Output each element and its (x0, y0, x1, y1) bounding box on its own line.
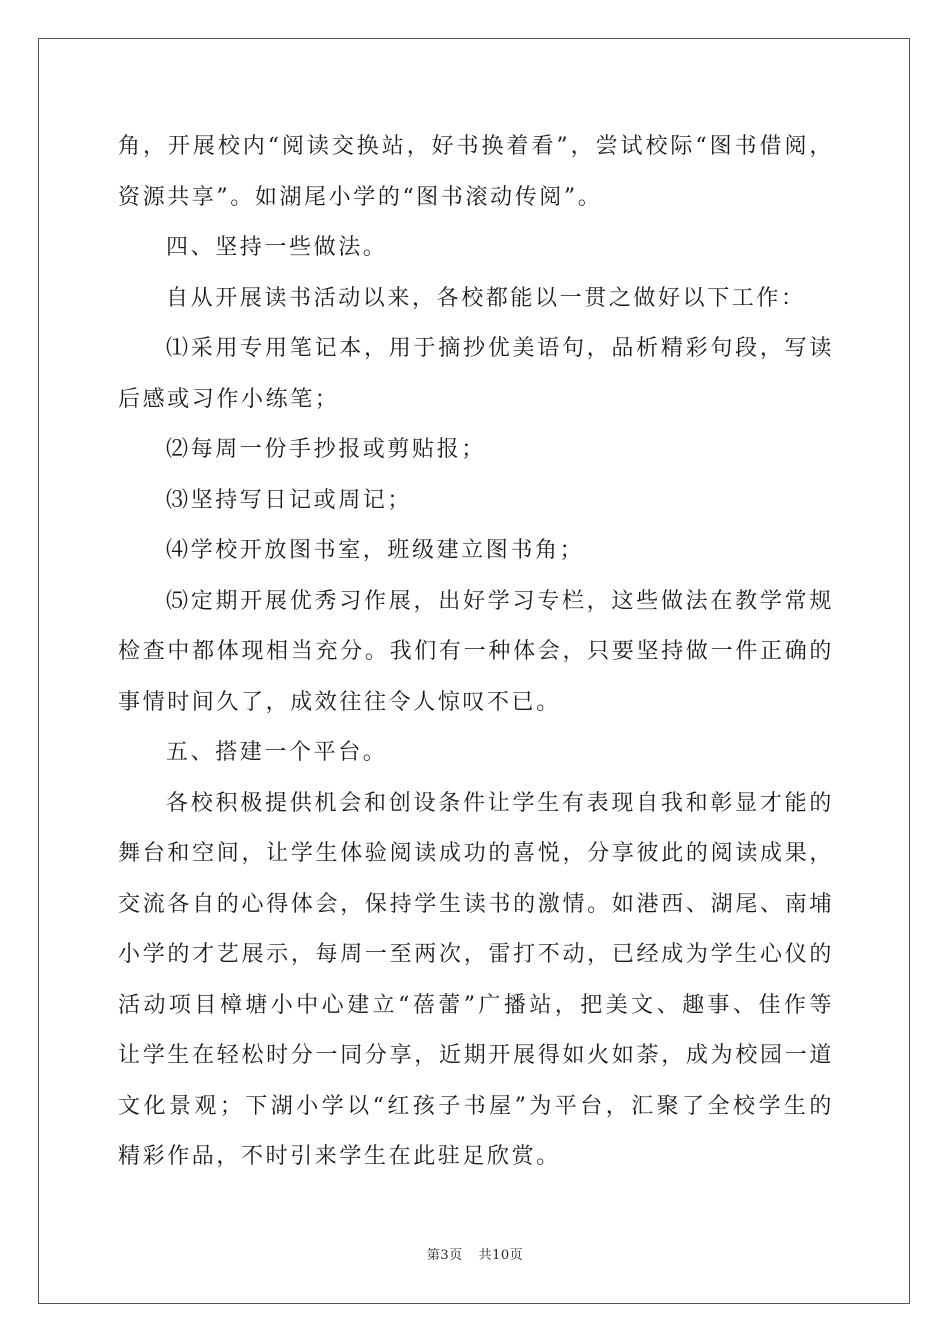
list-item-exhibition: ⑸定期开展优秀习作展，出好学习专栏，这些做法在教学常规检查中都体现相当充分。我们有一种体会，只要坚持做一件正确的事情时间久了，成效往往令人惊叹不已。 (118, 588, 834, 715)
list-item-library: ⑷学校开放图书室，班级建立图书角； (166, 538, 585, 563)
list-item-diary: ⑶坚持写日记或周记； (166, 487, 413, 513)
document-body (118, 122, 834, 1183)
page-number: 第3页 (426, 1248, 463, 1263)
page-total: 共10页 (478, 1248, 524, 1263)
paragraph-library-exchange: 角，开展校内“阅读交换站，好书换着看”，尝试校际“图书借阅，资源共享”。如湖尾小学的“图书滚动传阅”。 (118, 134, 834, 210)
list-item-weekly-paper: ⑵每周一份手抄报或剪贴报； (166, 437, 486, 462)
paragraph-intro-practices: 自从开展读书活动以来，各校都能以一贯之做好以下工作： (166, 285, 806, 311)
list-item-notebook: ⑴采用专用笔记本，用于摘抄优美语句，品析精彩句段，写读后感或习作小练笔； (118, 336, 834, 412)
section-heading-four: 四、坚持一些做法。 (166, 235, 388, 260)
section-heading-five: 五、搭建一个平台。 (166, 740, 388, 765)
page-footer (0, 1244, 950, 1263)
paragraph-platform: 各校积极提供机会和创设条件让学生有表现自我和彰显才能的舞台和空间，让学生体验阅读成功的喜悦，分享彼此的阅读成果，交流各自的心得体会，保持学生读书的激情。如港西、湖尾、南埔小学的才艺展示，每周一至两次，雷打不动，已经成为学生心仪的活动项目樟塘小中心建立“蓓蕾”广播站，把美文、趣事、佳作等让学生在轻松时分一同分享，近期开展得如火如荼，成为校园一道文化景观；下湖小学以“红孩子书屋”为平台，汇聚了全校学生的精彩作品，不时引来学生在此驻足欣赏。 (118, 790, 834, 1169)
